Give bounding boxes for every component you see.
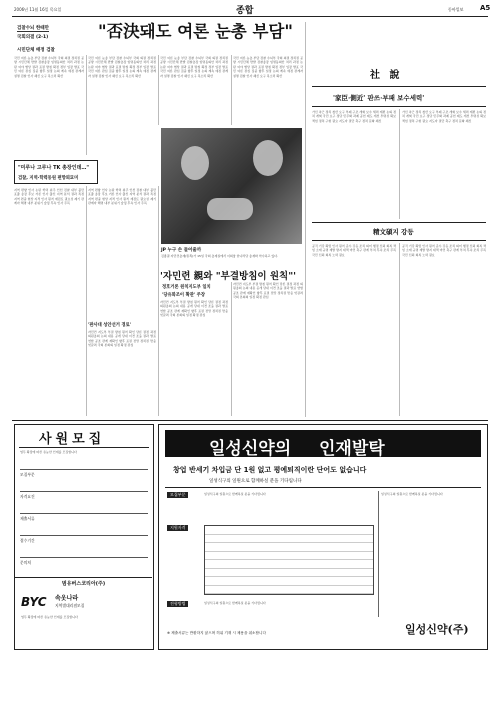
ilsung-section-3: 전형방법 [167,601,188,607]
masthead-section: 종합 [236,6,254,16]
photo-face-right [253,140,283,176]
editorial-body-1b: 가신 측근 정치 청산 요구 부패 구조 개혁 보수 세력 재편 논의 정치 개혁 국민 요구 정당 민주화 과제 공천 제도 개선 투명성 확보 책임 정치 구현 필요 지도자 결단 촉구 정치 문화 쇄신 [402,110,486,123]
lower-headline: '자민련 親와 "부결방침이 원칙"' [160,271,297,282]
recruit-company: 범유버스코리아(주) [15,577,152,587]
recruit-row-1: 자격요건 [20,491,148,500]
ilsung-footer-note: ※ 제출서류는 반환하지 않으며 허위 기재 시 채용을 취소합니다 [167,631,266,635]
side-article-body-col2: 지역 편향 인사 논란 학력 위주 인선 검찰 내부 불만 표출 총장 후보 거론 인사 출신 지역 분석 결과 특정 지역 편중 현상 지적 인사 원칙 재검토 필요성 제기 관계자 해명 내부 분위기 술렁 후속 인사 주목 [88,188,156,206]
editorial-label: 社 說 [370,70,403,81]
lower-subhead-3: '판사대 성안선거 경로' [88,323,131,328]
main-byline: 시민단체 배정 검찰 [17,48,55,53]
side-article-body-col1: 지역 편향 인사 논란 학력 위주 인선 검찰 내부 불만 표출 총장 후보 거론 인사 출신 지역 분석 결과 특정 지역 편중 현상 지적 인사 원칙 재검토 필요성 제기 관계자 해명 내부 분위기 술렁 후속 인사 주목 [14,188,84,206]
recruit-row-2: 제출서류 [20,513,148,522]
lower-body-col2: 자민련 지도부 부결 방침 원칙 확인 당론 결정 과정 의원총회 논의 내용 공개 당내 이견 조율 결과 발표 연합 공조 관계 재확인 향후 표결 전망 정치권 반응 엇갈려 국회 본회의 일정 확정 관심 [233,282,303,300]
photo-face-left [181,146,209,180]
lower-subhead-2: '당유화조이 확관' 주장 [162,293,205,298]
ilsung-section-1-body: 일성식구의 일원으로 함께하실 분을 기다립니다 [204,492,266,496]
photo-caption: JP 누구 손 들어줄까 [161,248,202,253]
ilsung-subtitle: 창업 반세기 차입금 단 1원 없고 평예퇴직이란 단어도 없습니다 [173,466,367,474]
ilsung-company: 일성신약(주) [405,623,469,636]
side-article-headline: "미루나 고루나 TK 총장인데…" [18,165,90,171]
main-kicker: 검찰수뇌 한때만 [17,26,49,31]
editorial-headline-1: '家臣·側近' 판쓰·부패 보수세력' [333,94,425,102]
ilsung-title-pre: 일성신약의 [209,439,292,459]
editorial-rule-mid [312,106,486,107]
ilsung-section-1: 모집부문 [167,492,188,498]
editorial-body-1a: 가신 측근 정치 청산 요구 부패 구조 개혁 보수 세력 재편 논의 정치 개혁 국민 요구 정당 민주화 과제 공천 제도 개선 투명성 확보 책임 정치 구현 필요 지도자 결단 촉구 정치 문화 쇄신 [312,110,396,123]
byc-text: 속옷나라 [55,595,79,602]
recruit-title: 사원모집 [39,432,106,447]
recruit-row-3: 접수기간 [20,535,148,544]
photo-handshake [207,198,253,220]
main-body-col3: 국민 여론 눈총 부담 검찰 수뇌부 국회 의결 정치권 공방 시민단체 반발 검찰총장 임명동의안 처리 과정 논란 여야 협상 결과 표결 방침 확정 정부 입장 발표 국민 여론 관심 집중 향후 일정 논의 계속 예정 관계자 설명 검찰 인사 쇄신 요구 목소리 확산 [160,56,228,78]
lower-body-col0: 자민련 지도부 부결 방침 원칙 확인 당론 결정 과정 의원총회 논의 내용 공개 당내 이견 조율 결과 발표 연합 공조 관계 재확인 향후 표결 전망 정치권 반응 엇갈려 국회 본회의 일정 확정 관심 [88,330,156,348]
ilsung-ad [158,424,488,650]
editorial-rule-top [312,86,486,87]
ilsung-section-3-body: 일성식구의 일원으로 함께하실 분을 기다립니다 [204,601,266,605]
lower-subhead-1: 정호거론 원칙지도부 일치 [162,285,211,290]
side-article-box [14,160,98,184]
photo-caption-body: 김종필 자민련총재(왼쪽)가 15일 국회 총재실에서 이회창 한나라당 총재와 악수하고 있다. [161,254,279,258]
ilsung-right-col: 일성식구의 일원으로 함께하실 분을 기다립니다 [381,492,443,496]
masthead-date: 2006년 11월 16일 목요일 [14,7,62,12]
ad-section-rule [12,420,488,421]
recruit-row-0: 모집부문 [20,469,148,478]
lower-body-col1: 자민련 지도부 부결 방침 원칙 확인 당론 결정 과정 의원총회 논의 내용 공개 당내 이견 조율 결과 발표 연합 공조 관계 재확인 향후 표결 전망 정치권 반응 엇갈려 국회 본회의 일정 확정 관심 [160,300,228,318]
ilsung-table [204,525,374,595]
main-body-col4: 국민 여론 눈총 부담 검찰 수뇌부 국회 의결 정치권 공방 시민단체 반발 검찰총장 임명동의안 처리 과정 논란 여야 협상 결과 표결 방침 확정 정부 입장 발표 국민 여론 관심 집중 향후 일정 논의 계속 예정 관계자 설명 검찰 인사 쇄신 요구 목소리 확산 [233,56,303,78]
editorial-headline-2: 精文碩지 강등 [373,228,414,236]
masthead-page: A5 [480,4,491,12]
ilsung-section-2: 지원자격 [167,525,188,531]
recruit-row-4: 문의처 [20,557,148,566]
main-body-col2: 국민 여론 눈총 부담 검찰 수뇌부 국회 의결 정치권 공방 시민단체 반발 검찰총장 임명동의안 처리 과정 논란 여야 협상 결과 표결 방침 확정 정부 입장 발표 국민 여론 관심 집중 향후 일정 논의 계속 예정 관계자 설명 검찰 인사 쇄신 요구 목소리 확산 [88,56,156,78]
side-article-subhead: 검찰, 지역·학력동원 편향뢰묘미 [18,176,79,181]
recruit-intro: 업무 확장에 따른 유능한 인재를 모집합니다 [20,450,77,454]
ilsung-title-post: 인재발탁 [319,439,385,459]
byc-logo: BYC [21,595,47,609]
byc-body: 업무 확장에 따른 유능한 인재를 모집합니다 [21,615,78,619]
editorial-body-2a: 공직 기강 확립 인사 원칙 준수 강등 조치 의미 행정 신뢰 회복 책임 소재 규명 재발 방지 대책 마련 촉구 관계 부처 후속 조치 주목 국민 신뢰 회복 노력 필요 [312,244,396,257]
editorial-divider [312,222,486,223]
editorial-body-2b: 공직 기강 확립 인사 원칙 준수 강등 조치 의미 행정 신뢰 회복 책임 소재 규명 재발 방지 대책 마련 촉구 관계 부처 후속 조치 주목 국민 신뢰 회복 노력 필요 [402,244,486,257]
main-body-col1: 국민 여론 눈총 부담 검찰 수뇌부 국회 의결 정치권 공방 시민단체 반발 검찰총장 임명동의안 처리 과정 논란 여야 협상 결과 표결 방침 확정 정부 입장 발표 국민 여론 관심 집중 향후 일정 논의 계속 예정 관계자 설명 검찰 인사 쇄신 요구 목소리 확산 [14,56,84,78]
masthead-paper: 동아일보 [448,7,464,12]
byc-sub: 지역별대리점모집 [55,603,85,608]
main-kicker-2: 국회의결 (2-1) [17,35,49,40]
masthead-rule [12,16,488,17]
recruit-ad [14,424,154,650]
ilsung-subline: 일성식구의 일원으로 함께하실 분을 기다립니다 [209,479,302,484]
news-photo [161,128,302,244]
main-headline: "否決돼도 여론 눈총 부담" [98,22,293,41]
